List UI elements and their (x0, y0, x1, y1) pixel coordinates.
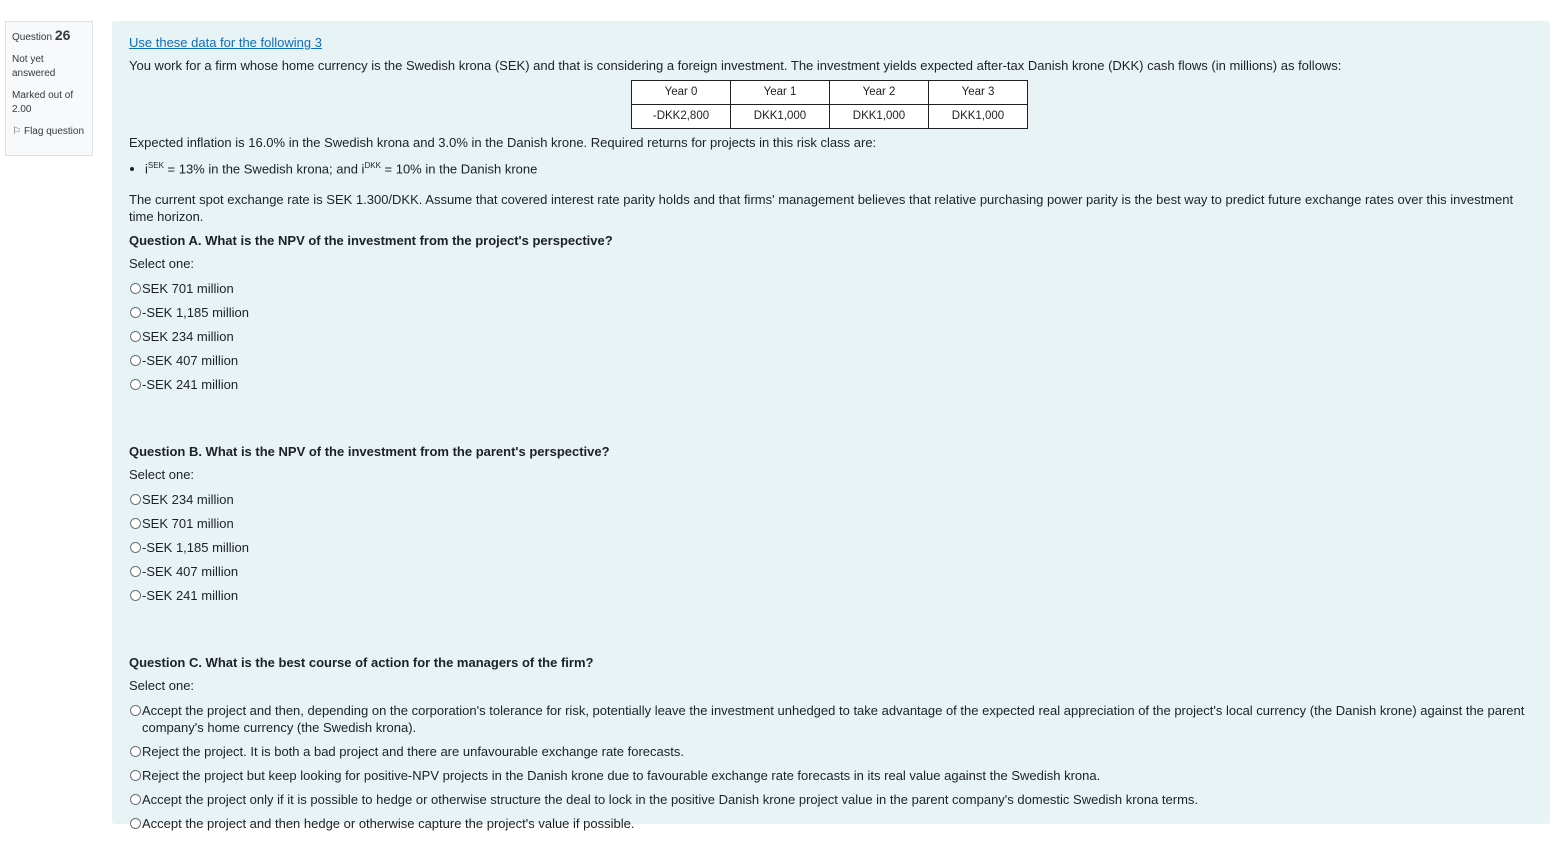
radio-button[interactable] (130, 746, 141, 757)
answer-option[interactable] (129, 767, 1533, 784)
radio-button[interactable] (130, 770, 141, 781)
radio-button[interactable] (130, 590, 141, 601)
answer-label: SEK 701 million (142, 281, 234, 297)
table-header-cell: Year 3 (929, 81, 1028, 105)
required-returns-list (129, 156, 1533, 179)
question-number (12, 28, 86, 45)
answer-option[interactable] (129, 328, 1533, 345)
required-returns-item (145, 156, 1533, 179)
answer-label: -SEK 407 million (142, 564, 239, 580)
question-label: Question (12, 32, 53, 43)
rate-text: = 10% in the Danish krone (380, 161, 538, 177)
answer-label: Accept the project and then hedge or otherwise capture the project's value if possible. (142, 816, 635, 832)
radio-button[interactable] (130, 307, 141, 318)
question-state: Not yet answered (12, 54, 56, 79)
answer-option[interactable] (129, 304, 1533, 321)
question-a-title: Question A. What is the NPV of the investment from the project's perspective? (129, 233, 613, 249)
radio-button[interactable] (130, 566, 141, 577)
answer-option[interactable] (129, 563, 1533, 580)
answer-label: Reject the project but keep looking for positive-NPV projects in the Danish krone due to favourable exchange rate forecasts in its real value against the Swedish krona. (142, 768, 1101, 784)
answer-option[interactable] (129, 352, 1533, 369)
rate-text: = 13% in the Swedish krona; and i (163, 161, 365, 177)
rate-symbol: i (145, 161, 148, 177)
select-one-label: Select one: (129, 467, 195, 483)
table-cell: DKK1,000 (929, 105, 1028, 129)
flag-question-button[interactable] (12, 125, 86, 139)
radio-button[interactable] (130, 518, 141, 529)
shared-data-link[interactable]: Use these data for the following 3 (129, 35, 322, 50)
radio-button[interactable] (130, 494, 141, 505)
intro-text: You work for a firm whose home currency is the Swedish krona (SEK) and that is considering a foreign investment. The investment yields expected after-tax Danish krone (DKK) cash flows (in millions) as follows: (129, 58, 1342, 73)
answer-option[interactable] (129, 491, 1533, 508)
question-c-title: Question C. What is the best course of action for the managers of the firm? (129, 655, 594, 671)
answer-option[interactable] (129, 280, 1533, 297)
answer-option[interactable] (129, 539, 1533, 556)
answer-label: -SEK 241 million (142, 377, 239, 393)
question-number-value: 26 (54, 27, 71, 43)
inflation-text: Expected inflation is 16.0% in the Swedish krona and 3.0% in the Danish krone. Required returns for projects in this risk class are: (129, 135, 877, 150)
answer-option[interactable] (129, 702, 1533, 736)
answer-label: -SEK 1,185 million (142, 305, 249, 321)
answer-label: Accept the project only if it is possible to hedge or otherwise structure the deal to lock in the positive Danish krone project value in the parent company's domestic Swedish krona terms. (142, 792, 1199, 808)
radio-button[interactable] (130, 331, 141, 342)
radio-button[interactable] (130, 283, 141, 294)
answer-option[interactable] (129, 376, 1533, 393)
answer-option[interactable] (129, 791, 1533, 808)
answer-option[interactable] (129, 815, 1533, 832)
flag-icon: ⚐ (12, 126, 21, 137)
table-header-cell: Year 0 (632, 81, 731, 105)
table-header-cell: Year 2 (830, 81, 929, 105)
radio-button[interactable] (130, 379, 141, 390)
table-cell: DKK1,000 (731, 105, 830, 129)
question-c-answers (129, 702, 1533, 832)
answer-label: Reject the project. It is both a bad project and there are unfavourable exchange rate forecasts. (142, 744, 684, 760)
answer-option[interactable] (129, 587, 1533, 604)
rate-superscript: SEK (147, 161, 164, 170)
answer-label: SEK 701 million (142, 516, 234, 532)
radio-button[interactable] (130, 705, 141, 716)
table-cell: -DKK2,800 (632, 105, 731, 129)
answer-label: SEK 234 million (142, 492, 234, 508)
table-row (632, 105, 1028, 129)
question-a-answers (129, 280, 1533, 393)
radio-button[interactable] (130, 794, 141, 805)
question-b-answers (129, 491, 1533, 604)
select-one-label: Select one: (129, 256, 195, 272)
spot-rate-text: The current spot exchange rate is SEK 1.300/DKK. Assume that covered interest rate parity holds and that firms' management believes that relative purchasing power parity is the best way to predict future exchange rates over this investment time horizon. (129, 192, 1514, 225)
answer-label: SEK 234 million (142, 329, 234, 345)
answer-label: -SEK 407 million (142, 353, 239, 369)
question-grade: Marked out of 2.00 (12, 90, 74, 115)
answer-label: -SEK 241 million (142, 588, 239, 604)
select-one-label: Select one: (129, 678, 195, 694)
question-info-panel (5, 21, 93, 156)
table-header-cell: Year 1 (731, 81, 830, 105)
rate-superscript: DKK (364, 161, 381, 170)
flag-question-label: Flag question (23, 126, 85, 137)
cash-flow-table (631, 80, 1028, 129)
table-header-row (632, 81, 1028, 105)
table-cell: DKK1,000 (830, 105, 929, 129)
answer-option[interactable] (129, 743, 1533, 760)
radio-button[interactable] (130, 542, 141, 553)
radio-button[interactable] (130, 818, 141, 829)
answer-label: -SEK 1,185 million (142, 540, 249, 556)
answer-option[interactable] (129, 515, 1533, 532)
answer-label: Accept the project and then, depending on the corporation's tolerance for risk, potentially leave the investment unhedged to take advantage of the expected real appreciation of the project's local currency (the Danish krone) against the parent company's home currency (the Swedish krona). (142, 703, 1525, 736)
radio-button[interactable] (130, 355, 141, 366)
question-content (112, 21, 1550, 832)
question-b-title: Question B. What is the NPV of the investment from the parent's perspective? (129, 444, 610, 460)
